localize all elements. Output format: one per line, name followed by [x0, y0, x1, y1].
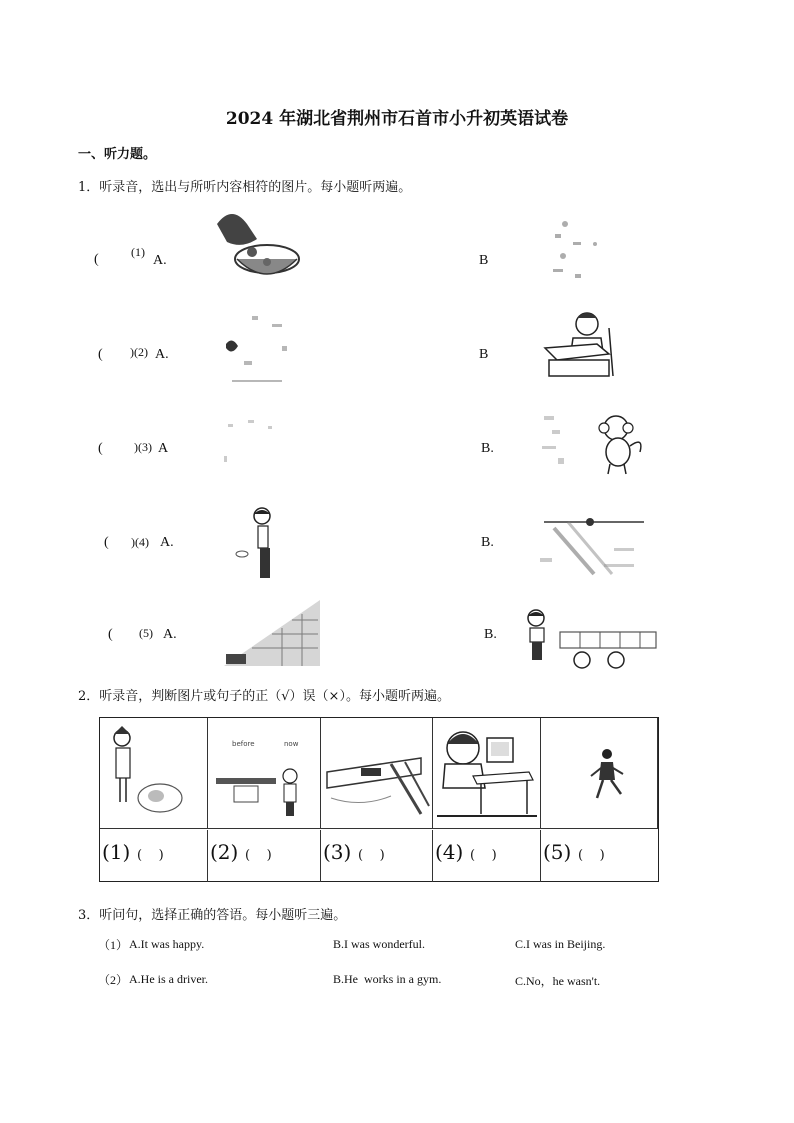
q1-item3-option-a: A — [158, 441, 169, 456]
q2-picture-2-label-now: now — [284, 740, 299, 748]
q3-item1-number: （1） — [98, 938, 129, 952]
q2-picture-2[interactable] — [208, 718, 321, 828]
q2-picture-2-label-before: before — [232, 740, 255, 748]
q3-item2-option-a[interactable]: A.He is a driver. — [129, 972, 208, 986]
q1-item5-image-b[interactable] — [520, 604, 660, 670]
q2-item1-blank[interactable]: ( ) — [137, 848, 164, 863]
page-title: 2024 年湖北省荆州市石首市小升初英语试卷 — [225, 109, 569, 129]
q3-item1-option-a[interactable]: A.It was happy. — [129, 937, 205, 951]
q1-item1-number: (1) — [131, 245, 145, 259]
q2-answer-cell-3[interactable] — [321, 830, 433, 882]
q2-item4-number: (4) — [435, 840, 464, 864]
question-2-prompt: 2．听录音，判断图片或句子的正（√）误（×）。每小题听两遍。 — [78, 689, 450, 704]
q1-item1-image-b[interactable] — [545, 214, 605, 290]
q1-item4-image-b[interactable] — [534, 508, 650, 580]
q3-item1-option-b[interactable]: B.I was wonderful. — [333, 937, 425, 951]
q1-item4-option-a: A. — [160, 535, 174, 550]
q1-item5-option-a: A. — [163, 627, 177, 642]
q1-item1-image-a[interactable] — [212, 204, 302, 286]
q2-answer-cell-4[interactable] — [433, 830, 541, 882]
q2-picture-1[interactable] — [100, 718, 208, 828]
q1-item4-image-a[interactable] — [230, 504, 286, 580]
q2-answer-cell-5[interactable] — [541, 830, 658, 882]
q2-item2-number: (2) — [210, 840, 239, 864]
q1-item4-paren: ( — [104, 535, 109, 550]
q2-picture-4[interactable] — [433, 718, 541, 828]
question-1-prompt: 1．听录音，选出与所听内容相符的图片。每小题听两遍。 — [78, 180, 412, 195]
q2-item4-blank[interactable]: ( ) — [470, 848, 497, 863]
q3-item2-option-c[interactable]: C.No，he wasn't. — [515, 974, 601, 988]
q1-item1-option-b: B — [479, 253, 489, 268]
q2-item3-number: (3) — [323, 840, 352, 864]
q2-item1-number: (1) — [102, 840, 131, 864]
q1-item5-paren: ( — [108, 627, 113, 642]
q2-picture-table — [99, 717, 659, 882]
q1-item5-option-b: B. — [484, 627, 497, 642]
q1-item1-paren: ( — [94, 252, 99, 267]
q1-item4-option-b: B. — [481, 535, 494, 550]
q1-item1-option-a: A. — [153, 253, 167, 268]
q1-item4-number: )(4) — [131, 535, 149, 549]
q1-item2-option-a: A. — [155, 347, 169, 362]
q1-item2-number: )(2) — [130, 345, 148, 359]
q1-item3-image-a[interactable] — [218, 416, 288, 476]
q2-item3-blank[interactable]: ( ) — [358, 848, 385, 863]
q1-item5-number: (5) — [139, 626, 153, 640]
q3-item2-number: （2） — [98, 973, 129, 987]
q2-picture-3[interactable] — [321, 718, 433, 828]
q2-picture-5[interactable] — [541, 718, 658, 828]
q2-item5-number: (5) — [543, 840, 572, 864]
q1-item3-option-b: B. — [481, 441, 494, 456]
q2-item5-blank[interactable]: ( ) — [578, 848, 605, 863]
q2-answer-cell-1[interactable] — [100, 830, 208, 882]
q1-item2-paren: ( — [98, 347, 103, 362]
q3-item1-option-c[interactable]: C.I was in Beijing. — [515, 937, 606, 951]
q1-item5-image-a[interactable] — [222, 598, 322, 668]
q2-answer-cell-2[interactable] — [208, 830, 321, 882]
q2-item2-blank[interactable]: ( ) — [245, 848, 272, 863]
question-3-prompt: 3．听问句，选择正确的答语。每小题听三遍。 — [78, 908, 347, 923]
q1-item2-image-a[interactable] — [222, 306, 302, 388]
section-heading-listening: 一、听力题。 — [78, 147, 157, 162]
q1-item2-image-b[interactable] — [543, 304, 619, 380]
q3-item2-option-b[interactable]: B.He works in a gym. — [333, 972, 442, 986]
q1-item3-paren: ( — [98, 441, 103, 456]
q1-item3-image-b[interactable] — [538, 406, 650, 476]
q1-item3-number: )(3) — [134, 440, 152, 454]
q1-item2-option-b: B — [479, 347, 489, 362]
